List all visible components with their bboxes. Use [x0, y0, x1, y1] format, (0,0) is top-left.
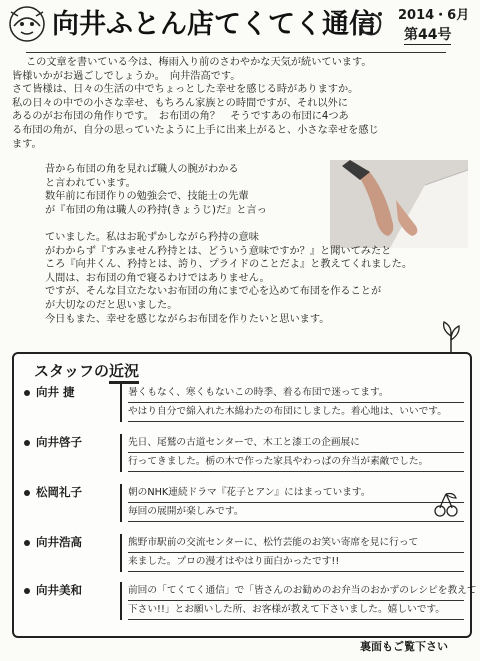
- staff-name: 向井美和: [24, 582, 82, 598]
- comment-line: 熊野市駅前の交流センターに、松竹芸能のお笑い寄席を見に行って: [128, 534, 464, 553]
- story-text-bottom: [45, 231, 465, 326]
- mascot-logo-icon: [6, 4, 48, 44]
- story-line: ころ『向井くん、矜持とは、誇り、プライドのことだよ』と教えてくれました。: [45, 259, 413, 271]
- story-line: が大切なのだと思いました。: [45, 299, 178, 311]
- cherries-doodle-icon: [432, 492, 460, 518]
- staff-comment: [120, 534, 464, 572]
- intro-line: この文章を書いている今は、梅雨入り前のさわやかな天気が続いています。: [26, 57, 372, 68]
- story-line: がわからず『すみません矜持とは、どういう意味ですか？』と聞いてみたと: [45, 245, 392, 257]
- see-reverse-note: 裏面もご覧下さい: [360, 640, 448, 653]
- intro-text: [12, 56, 468, 151]
- story-line: 人間は、お布団の角で寝るわけではありません。: [45, 272, 270, 284]
- staff-name: 松岡礼子: [24, 484, 82, 500]
- story-line: が『布団の角は職人の矜持(きょうじ)だ』と言っ: [45, 204, 267, 216]
- story-text-top: [45, 163, 335, 217]
- staff-name: 向井 捷: [24, 384, 75, 400]
- bullet-icon: [24, 490, 30, 496]
- story-line: 数年前に布団作りの勉強会で、技能士の先輩: [45, 191, 249, 203]
- comment-line: 先日、尾鷲の古道センターで、木工と漆工の企画展に: [128, 434, 464, 453]
- staff-name: 向井浩高: [24, 534, 82, 550]
- issue-number: 第44号: [404, 24, 451, 45]
- story-line: と言われています。: [45, 177, 136, 189]
- comment-line: 毎回の展開が楽しみです。: [128, 503, 464, 522]
- bullet-icon: [24, 440, 30, 446]
- comment-line: 来ました。プロの漫才はやはり面白かったです!!: [128, 553, 464, 572]
- staff-updates-box: [12, 352, 477, 638]
- comment-line: 朝のNHK連続ドラマ『花子とアン』にはまっています。: [128, 484, 464, 503]
- comment-line: 前回の「てくてく通信」で「皆さんのお勧めのお弁当のおかずのレシピを教えて: [128, 582, 464, 601]
- swirl-decoration-icon: [356, 10, 386, 40]
- story-line: ですが、そんな目立たないお布団の角にまで心を込めて布団を作ることが: [45, 286, 382, 298]
- comment-line: 下さい!!」とお願いした所、お客様が教えて下さいました。嬉しいです。: [128, 601, 464, 620]
- intro-line: さて皆様は、日々の生活の中でちょっとした幸せを感じる時がありますか。: [12, 84, 359, 96]
- header-divider: [26, 52, 446, 53]
- bullet-icon: [24, 390, 30, 396]
- intro-line: る布団の角が、自分の思っていたように上手に出来上がると、小さな幸せを感じ: [12, 124, 379, 136]
- staff-name: 向井啓子: [24, 434, 82, 450]
- staff-comment: [120, 582, 477, 620]
- staff-section-title: [34, 360, 139, 381]
- intro-line: 皆様いかがお過ごしでしょうか。 向井浩高です。: [12, 70, 241, 82]
- story-line: 今日もまた、幸せを感じながらお布団を作りたいと思います。: [45, 313, 330, 325]
- staff-comment: [120, 434, 464, 472]
- staff-title-prefix: スタッフの: [34, 362, 110, 380]
- issue-date: 2014・6月: [398, 8, 470, 23]
- story-line: ていました。私はお恥ずかしながら矜持の意味: [45, 232, 259, 243]
- staff-comment: [120, 384, 464, 422]
- sprout-doodle-icon: [440, 320, 462, 354]
- intro-line: 私の日々の中での小さな幸せ、もちろん家族との時間ですが、それ以外に: [12, 97, 348, 109]
- story-line: 昔から布団の角を見れば職人の腕がわかる: [45, 164, 239, 175]
- staff-title-accent: 近況: [109, 362, 139, 384]
- comment-line: 暑くもなく、寒くもないこの時季、着る布団で迷ってます。: [128, 384, 464, 403]
- comment-line: 行ってきました。栃の木で作った家具やわっぱの弁当が素敵でした。: [128, 453, 464, 472]
- bullet-icon: [24, 588, 30, 594]
- comment-line: やはり自分で綿入れた木綿わたの布団にしました。着心地は、いいです。: [128, 403, 464, 422]
- newsletter-title: 向井ふとん店てくてく通信: [52, 9, 376, 40]
- intro-line: ます。: [12, 138, 42, 150]
- staff-comment: [120, 484, 464, 522]
- intro-line: あるのがお布団の角作りです。 お布団の角？ そうですあの布団に4つあ: [12, 111, 349, 123]
- bullet-icon: [24, 540, 30, 546]
